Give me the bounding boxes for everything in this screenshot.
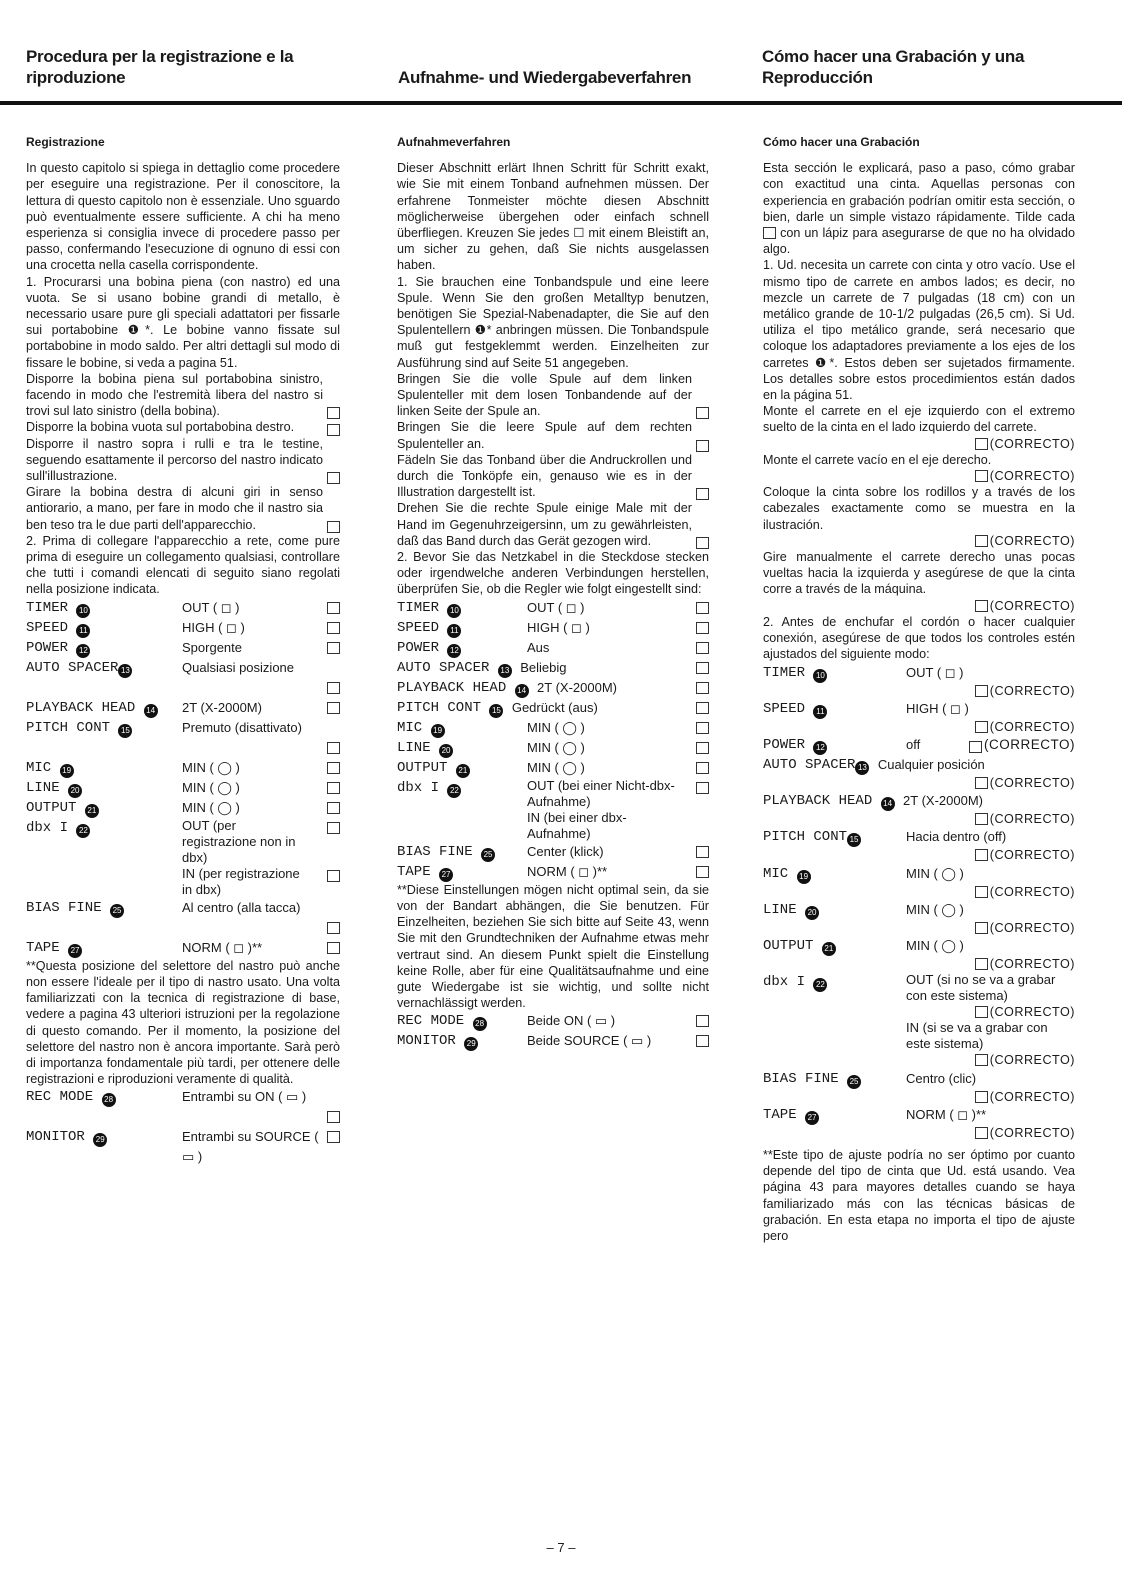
setting-row: TAPE 27 NORM ( ◻ )** <box>397 862 709 882</box>
control-number: 27 <box>439 868 453 882</box>
checkbox[interactable] <box>327 407 340 419</box>
checkbox[interactable] <box>696 488 709 500</box>
checklist-item <box>397 371 709 420</box>
setting-row: PITCH CONT 15 Gedrückt (aus) <box>397 698 709 718</box>
correcto-check: (CORRECTO) <box>763 1004 1075 1020</box>
control-number: 22 <box>447 784 461 798</box>
checklist-item <box>397 500 709 549</box>
checkbox[interactable] <box>327 942 340 954</box>
setting-row: LINE 20 MIN ( ◯ ) <box>26 778 340 798</box>
control-number: 11 <box>447 624 461 638</box>
setting-row <box>26 918 340 938</box>
setting-row: dbx I 22 OUT (per registrazione non in dbx) <box>26 818 340 866</box>
checklist-item <box>397 419 709 451</box>
setting-row: AUTO SPACER 13 Cualquier posición <box>763 756 985 773</box>
control-number: 14 <box>515 684 529 698</box>
setting-row: REC MODE 28 Beide ON ( ▭ ) <box>397 1011 709 1031</box>
checkbox[interactable] <box>327 822 340 834</box>
setting-row: SPEED 11 HIGH ( ◻ ) <box>26 618 340 638</box>
control-number: 21 <box>85 804 99 818</box>
checklist-item <box>26 436 340 485</box>
checkbox[interactable] <box>696 622 709 634</box>
checkbox[interactable] <box>327 682 340 694</box>
checkbox[interactable] <box>696 642 709 654</box>
checkbox[interactable] <box>327 742 340 754</box>
setting-row: dbx I 22 OUT (si no se va a grabar con este sistema) <box>763 972 1056 1004</box>
checklist-text: Gire manualmente el carrete derecho unas pocas vueltas hacia la izquierda y asegúrese de que la cinta corre a través de la máquina. <box>763 550 1075 597</box>
checkbox[interactable] <box>975 922 988 934</box>
correcto-check: (CORRECTO) <box>763 468 1075 484</box>
control-number: 12 <box>447 644 461 658</box>
checkbox[interactable] <box>763 227 776 239</box>
control-number: 27 <box>68 944 82 958</box>
checklist-item <box>26 484 340 533</box>
setting-row: BIAS FINE 25 Center (klick) <box>397 842 709 862</box>
checkbox[interactable] <box>327 702 340 714</box>
setting-row <box>26 1107 340 1127</box>
checkbox[interactable] <box>975 535 988 547</box>
correcto-check: (CORRECTO) <box>763 956 1075 972</box>
control-number: 12 <box>813 741 827 755</box>
control-number: 13 <box>498 664 512 678</box>
checkbox[interactable] <box>696 846 709 858</box>
checklist-item <box>26 371 340 420</box>
checkbox[interactable] <box>327 1111 340 1123</box>
header-italian: Procedura per la registrazione e la riproduzione <box>26 47 294 87</box>
checklist-item <box>26 419 340 435</box>
checkbox[interactable] <box>327 1131 340 1143</box>
checkbox[interactable] <box>327 602 340 614</box>
checkbox[interactable] <box>975 470 988 482</box>
correcto-check: (CORRECTO) <box>763 811 1075 827</box>
header-german: Aufnahme- und Wiedergabeverfahren <box>398 68 692 87</box>
setting-row: IN (bei einer dbx-Aufnahme) <box>527 809 627 841</box>
control-number: 15 <box>489 704 503 718</box>
checkbox[interactable] <box>696 866 709 878</box>
checkbox[interactable] <box>975 1054 988 1066</box>
correcto-check: (CORRECTO) <box>763 1052 1075 1068</box>
checkbox[interactable] <box>696 537 709 549</box>
control-number: 25 <box>847 1075 861 1089</box>
checkbox[interactable] <box>975 685 988 697</box>
checkbox[interactable] <box>975 886 988 898</box>
control-number: 20 <box>805 906 819 920</box>
checkbox[interactable] <box>975 958 988 970</box>
setting-row: IN (si se va a grabar con este sistema) <box>906 1020 1048 1052</box>
checkbox[interactable] <box>327 472 340 484</box>
control-number: 22 <box>76 824 90 838</box>
correcto-check: (CORRECTO) <box>763 683 1075 699</box>
setting-row: IN (per registrazione in dbx) <box>26 866 340 898</box>
control-number: 10 <box>76 604 90 618</box>
setting-row: PLAYBACK HEAD 14 2T (X-2000M) <box>397 678 709 698</box>
control-number: 15 <box>847 833 861 847</box>
control-number: 10 <box>447 604 461 618</box>
control-number: 20 <box>439 744 453 758</box>
setting-row: POWER 12 off (CORRECTO) <box>763 736 1075 753</box>
checklist-text: Monte el carrete vacío en el eje derecho. <box>763 452 992 467</box>
checkbox[interactable] <box>696 702 709 714</box>
checkbox[interactable] <box>696 1015 709 1027</box>
checkbox[interactable] <box>327 642 340 654</box>
control-number: 27 <box>805 1111 819 1125</box>
setting-row: TAPE 27 NORM ( ◻ )** <box>26 938 340 958</box>
checklist-text: Girare la bobina destra di alcuni giri in senso antiorario, a mano, per fare in modo che il nastro sia ben teso tra le due parti dell'apparecchio. <box>26 485 323 532</box>
checkbox[interactable] <box>696 602 709 614</box>
setting-row: REC MODE 28 Entrambi su ON ( ▭ ) <box>26 1089 307 1106</box>
correcto-check: (CORRECTO) <box>763 598 1075 614</box>
checklist-text: Disporre la bobina piena sul portabobina sinistro, facendo in modo che l'estremità libera del nastro si trovi sul lato sinistro (della bobina). <box>26 371 323 419</box>
checkbox[interactable] <box>975 1127 988 1139</box>
control-number: 19 <box>60 764 74 778</box>
checkbox[interactable] <box>975 1006 988 1018</box>
control-number: 11 <box>813 705 827 719</box>
control-number: 19 <box>431 724 445 738</box>
page-number: – 7 – <box>546 1540 576 1555</box>
section-title: Cómo hacer una Grabación <box>763 135 920 149</box>
setting-row: OUTPUT 21 MIN ( ◯ ) <box>26 798 340 818</box>
setting-row: LINE 20 MIN ( ◯ ) <box>763 901 964 918</box>
checklist-text: Drehen Sie die rechte Spule einige Male mit der Hand im Gegenuhrzeigersinn, um zu gewährleisten, daß das Band durch das Gerät gezogen wird. <box>397 501 692 548</box>
setting-row: LINE 20 MIN ( ◯ ) <box>397 738 709 758</box>
checkbox[interactable] <box>696 440 709 452</box>
setting-row: OUTPUT 21 MIN ( ◯ ) <box>397 758 709 778</box>
setting-row: POWER 12 Sporgente <box>26 638 340 658</box>
correcto-check: (CORRECTO) <box>763 719 1075 735</box>
control-number: 15 <box>118 724 132 738</box>
control-number: 21 <box>822 942 836 956</box>
setting-row <box>26 678 340 698</box>
header-spanish: Cómo hacer una Grabación y una Reproducción <box>762 47 1025 87</box>
correcto-check: (CORRECTO) <box>763 533 1075 549</box>
checklist-text: Monte el carrete en el eje izquierdo con el extremo suelto de la cinta en el lado izquierdo del carrete. <box>763 404 1075 435</box>
checkbox[interactable] <box>969 741 982 753</box>
setting-row: POWER 12 Aus <box>397 638 709 658</box>
footnote: **Questa posizione del selettore del nastro può anche non essere l'ideale per il tipo di nastro usato. Una volta familiarizzati con la tecnica di registrazione di base, vedere a pagina 43 ulteriori istruzioni per la regolazione di questo comando. Per il momento, la posizione del selettore del nastro non è ancora importante. Sarà però di importanza fondamentale più tardi, per ottenere delle registrazioni e riproduzioni veramente di qualità. <box>26 958 340 1087</box>
control-number: 28 <box>102 1093 116 1107</box>
setting-row: MIC 19 MIN ( ◯ ) <box>26 758 340 778</box>
checkbox[interactable] <box>696 1035 709 1047</box>
checklist-text: Disporre la bobina vuota sul portabobina destro. <box>26 420 295 435</box>
checkbox[interactable] <box>327 622 340 634</box>
control-number: 21 <box>456 764 470 778</box>
column-german <box>397 134 709 1051</box>
checkbox[interactable] <box>975 721 988 733</box>
header-rule <box>0 101 1122 105</box>
checklist-text: Bringen Sie die volle Spule auf dem linken Spulenteller mit dem losen Tonbandende auf der linken Seite der Spule an. <box>397 371 692 419</box>
setting-row: BIAS FINE 25 Al centro (alla tacca) <box>26 899 301 916</box>
column-italian <box>26 134 340 1167</box>
setting-row: MIC 19 MIN ( ◯ ) <box>397 718 709 738</box>
step-1: 1. Ud. necesita un carrete con cinta y otro vacío. Use el mismo tipo de carrete en ambos lados; es decir, no mezcle un carrete de 7 pulgadas (18 cm) con un metálico grande de 10-1/2 pulgadas (26,5 cm). Si Ud. utiliza el tipo metálico grande, será necesario que coloque los adaptadores previamente a los ejes de los carretes ❶*. Estos deben ser sujetados firmamente. Los detalles sobre estos procedimientos están dados en la página 51. <box>763 258 1075 403</box>
checkbox[interactable] <box>696 742 709 754</box>
checkbox[interactable] <box>327 521 340 533</box>
checkbox[interactable] <box>696 662 709 674</box>
checkbox[interactable] <box>975 438 988 450</box>
intro-paragraph: Dieser Abschnitt erlärt Ihnen Schritt für Schritt exakt, wie Sie mit einem Tonband aufnehmen müssen. Der erfahrene Tonmeister möchte diesen Abschnitt möglicherweise übergehen oder einfach schnell überfliegen. Kreuzen Sie jedes ☐ mit einem Bleistift an, um sicher zu gehen, daß Sie nichts ausgelassen haben. <box>397 161 709 273</box>
control-number: 20 <box>68 784 82 798</box>
setting-row: dbx I 22 OUT (bei einer Nicht-dbx-Aufnahme) <box>397 778 709 810</box>
checkbox[interactable] <box>975 813 988 825</box>
setting-row: MONITOR 29 Entrambi su SOURCE ( ▭ ) <box>26 1127 340 1167</box>
setting-row: AUTO SPACER 13 Beliebig <box>397 658 709 678</box>
step-2: 2. Prima di collegare l'apparecchio a rete, come pure prima di eseguire un collegamento qualsiasi, controllare che tutti i comandi elencati di seguito siano regolati nella posizione indicata. <box>26 533 340 597</box>
control-number: 14 <box>144 704 158 718</box>
checkbox[interactable] <box>975 600 988 612</box>
control-number: 25 <box>110 904 124 918</box>
checkbox[interactable] <box>975 777 988 789</box>
footnote: **Diese Einstellungen mögen nicht optimal sein, da sie von der Bandart abhängen, die Sie benutzen. Für Einzelheiten, beziehen Sie sich bitte auf Seite 43, wenn Sie mit den Grundtechniken der Aufnahme etwas mehr vertraut sind. An diesem Punkt spielt die Einstellung keine Rolle, aber für eine Qualitätsaufnahme und eine gute Wiedergabe ist sie wichtig, und sollte nicht vernachlässigt werden. <box>397 882 709 1011</box>
control-number: 13 <box>118 664 132 678</box>
checkbox[interactable] <box>327 762 340 774</box>
checkbox[interactable] <box>696 407 709 419</box>
control-number: 29 <box>93 1133 107 1147</box>
checklist-text: Coloque la cinta sobre los rodillos y a través de los cabezales exactamente como se muestra en la ilustración. <box>763 485 1075 532</box>
checklist-text: Fädeln Sie das Tonband über die Andruckrollen und durch die Tonköpfe ein, genauso wie es in der Illustration dargestellt ist. <box>397 452 692 500</box>
checklist-text: Bringen Sie die leere Spule auf dem rechten Spulenteller an. <box>397 420 692 451</box>
setting-row: TIMER 10 OUT ( ◻ ) <box>763 664 964 681</box>
setting-row <box>26 738 340 758</box>
setting-row: TIMER 10 OUT ( ◻ ) <box>26 598 340 618</box>
step-1: 1. Procurarsi una bobina piena (con nastro) ed una vuota. Se si usano bobine grandi di metallo, è necessario usare pure gli speciali adattatori per fissarle sui portabobine ❶*. Le bobine vanno fissate sul portabobine in modo saldo. Per altri dettagli sul modo di fissare le bobine, si veda a pagina 51. <box>26 274 340 370</box>
setting-row: SPEED 11 HIGH ( ◻ ) <box>397 618 709 638</box>
intro-paragraph: In questo capitolo si spiega in dettaglio come procedere per eseguire una registrazione. Per il conoscitore, la lettura di questo capitolo non è essenziale. Uno sguardo può eventualmente essere sufficiente. A chi ha meno esperienza si consiglia invece di procedere passo per passo, confermando l'esecuzione di ognuno di essi con una crocetta nella casella corrispondente. <box>26 161 340 273</box>
checkbox[interactable] <box>327 870 340 882</box>
checkbox[interactable] <box>975 849 988 861</box>
control-number: 10 <box>813 669 827 683</box>
checkbox[interactable] <box>327 424 340 436</box>
section-title: Registrazione <box>26 135 105 149</box>
section-title: Aufnahmeverfahren <box>397 135 511 149</box>
setting-row: PITCH CONT 15 Premuto (disattivato) <box>26 719 302 736</box>
checkbox[interactable] <box>696 722 709 734</box>
intro-paragraph: Esta sección le explicará, paso a paso, cómo grabar con exactitud una cinta. Aquellas personas con experiencia en grabación podrían omitir esta sección, o bien, darle un simple vistazo rápidamente. Tilde cada con un lápiz para asegurarse de que no ha olvidado algo. <box>763 161 1075 257</box>
correcto-check: (CORRECTO) <box>763 847 1075 863</box>
correcto-check: (CORRECTO) <box>763 1089 1075 1105</box>
setting-row: MONITOR 29 Beide SOURCE ( ▭ ) <box>397 1031 709 1051</box>
checklist-item <box>397 452 709 501</box>
step-1: 1. Sie brauchen eine Tonbandspule und eine leere Spule. Wenn Sie den großen Metalltyp benutzen, benötigen Sie Spezial-Nabenadapter, die Sie auf den Spulentellern ❶* anbringen müssen. Die Tonbandspule muß gut festgeklemmt werden. Einzelheiten zur Ausführung sind auf Seite 51 angegeben. <box>397 274 709 370</box>
setting-row: PLAYBACK HEAD 14 2T (X-2000M) <box>763 793 983 810</box>
checkbox[interactable] <box>696 762 709 774</box>
control-number: 29 <box>464 1037 478 1051</box>
setting-row: OUTPUT 21 MIN ( ◯ ) <box>763 937 964 954</box>
correcto-check: (CORRECTO) <box>763 436 1075 452</box>
step-2: 2. Bevor Sie das Netzkabel in die Steckdose stecken oder irgendwelche anderen Verbindungen herstellen, überprüfen Sie, ob die Regler wie folgt eingestellt sind: <box>397 550 709 597</box>
setting-row: AUTO SPACER 13 Qualsiasi posizione <box>26 659 295 676</box>
footnote: **Este tipo de ajuste podría no ser óptimo por cuanto depende del tipo de cinta que Ud. está usando. Vea página 43 para mayores detalles cuando se haya familiarizado más con las técnicas básicas de grabación. En esta etapa no importa el tipo de ajuste pero <box>763 1147 1075 1243</box>
correcto-check: (CORRECTO) <box>763 920 1075 936</box>
setting-row: PITCH CONT 15 Hacia dentro (off) <box>763 829 1007 846</box>
control-number: 14 <box>881 797 895 811</box>
setting-row: BIAS FINE 25 Centro (clic) <box>763 1070 977 1087</box>
correcto-check: (CORRECTO) <box>763 1125 1075 1141</box>
control-number: 19 <box>797 870 811 884</box>
setting-row: SPEED 11 HIGH ( ◻ ) <box>763 700 969 717</box>
correcto-check: (CORRECTO) <box>763 775 1075 791</box>
step-2: 2. Antes de enchufar el cordón o hacer cualquier conexión, asegúrese de que todos los controles estén ajustados del siguiente modo: <box>763 614 1075 662</box>
checkbox[interactable] <box>696 682 709 694</box>
setting-row: MIC 19 MIN ( ◯ ) <box>763 865 964 882</box>
checkbox[interactable] <box>327 922 340 934</box>
correcto-check: (CORRECTO) <box>763 884 1075 900</box>
control-number: 28 <box>473 1017 487 1031</box>
setting-row: TAPE 27 NORM ( ◻ )** <box>763 1106 987 1123</box>
control-number: 13 <box>855 761 869 775</box>
setting-row: PLAYBACK HEAD 14 2T (X-2000M) <box>26 698 340 718</box>
control-number: 11 <box>76 624 90 638</box>
setting-row: TIMER 10 OUT ( ◻ ) <box>397 598 709 618</box>
column-spanish <box>763 134 1075 1244</box>
checkbox[interactable] <box>696 782 709 794</box>
checkbox[interactable] <box>975 1091 988 1103</box>
checkbox[interactable] <box>327 802 340 814</box>
control-number: 22 <box>813 978 827 992</box>
control-number: 12 <box>76 644 90 658</box>
control-number: 25 <box>481 848 495 862</box>
checkbox[interactable] <box>327 782 340 794</box>
checklist-text: Disporre il nastro sopra i rulli e tra le testine, seguendo esattamente il percorso del nastro indicato sull'illustrazione. <box>26 436 323 484</box>
